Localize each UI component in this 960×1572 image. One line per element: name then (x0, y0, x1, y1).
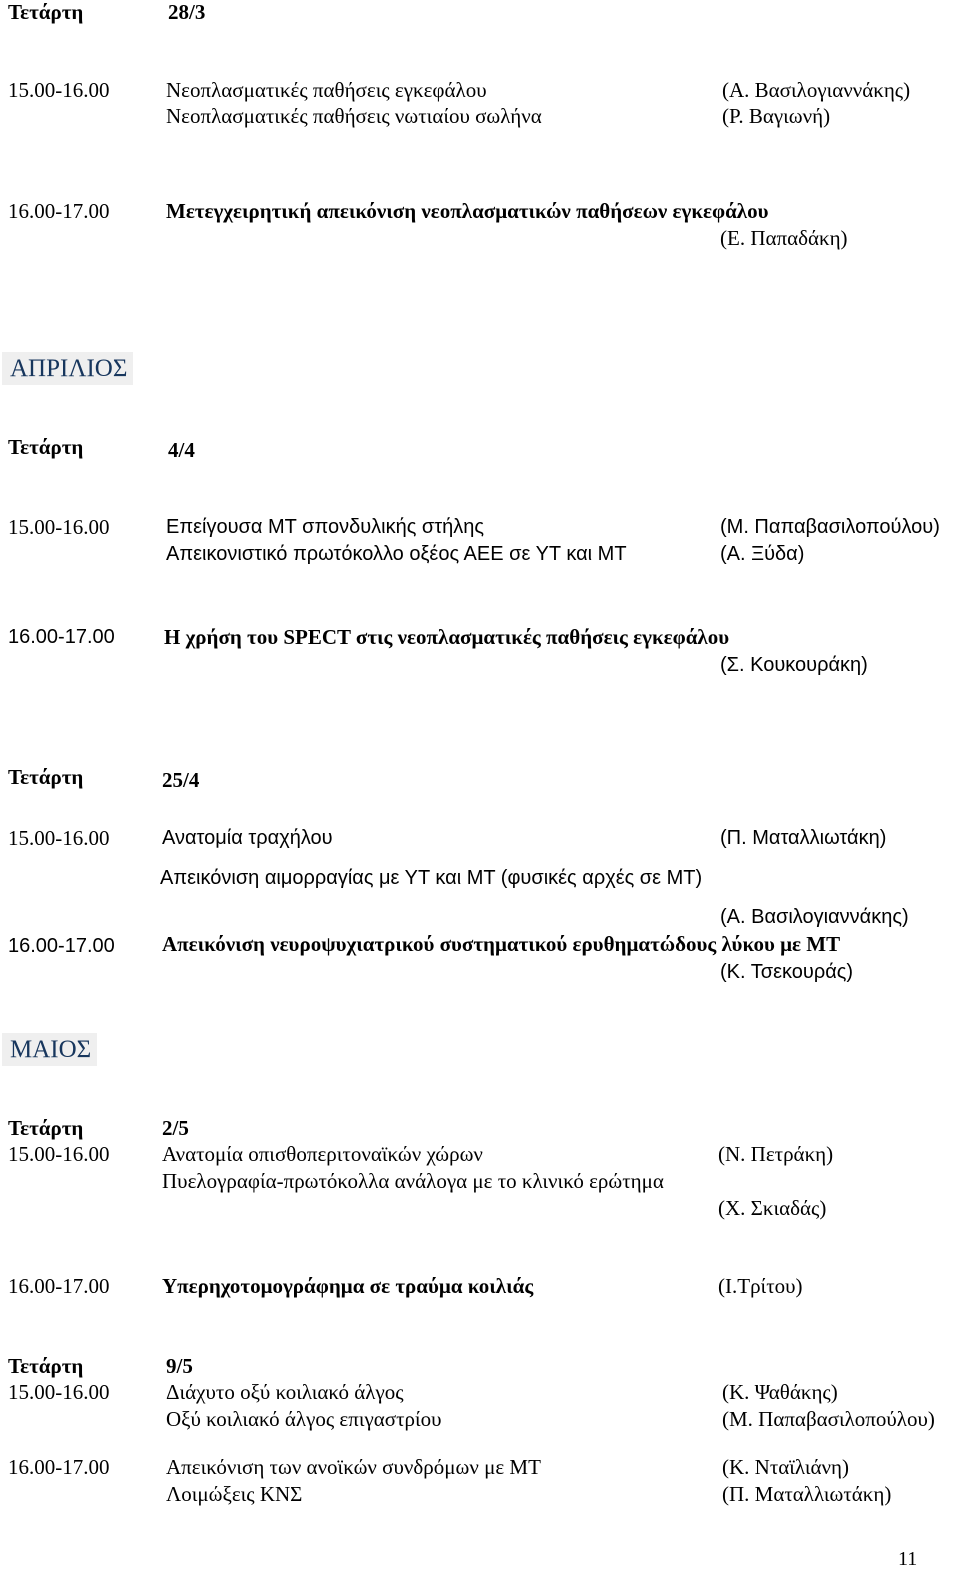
lecture-title: Μετεγχειρητική απεικόνιση νεοπλασματικών παθήσεων εγκεφάλου (166, 199, 769, 223)
month-heading: ΜΑΙΟΣ (2, 1033, 97, 1066)
lecture-title: Ανατομία τραχήλου (162, 827, 333, 849)
lecture-title: Απεικόνιση νευροψυχιατρικού συστηματικού ερυθηματώδους λύκου με ΜΤ (162, 932, 841, 956)
month-heading: ΑΠΡΙΛΙΟΣ (2, 352, 133, 385)
lecture-title: Οξύ κοιλιακό άλγος επιγαστρίου (166, 1407, 442, 1431)
speaker: (Ν. Πετράκη) (718, 1142, 834, 1166)
day-heading-weekday: Τετάρτη (8, 435, 84, 459)
speaker: (Α. Ξύδα) (720, 543, 805, 565)
speaker: (Κ. Τσεκουράς) (720, 961, 854, 983)
day-heading-date: 28/3 (168, 0, 206, 24)
speaker: (Κ. Νταϊλιάνη) (722, 1455, 849, 1479)
day-heading-weekday: Τετάρτη (8, 1354, 84, 1378)
speaker: (Ρ. Βαγιωνή) (722, 104, 831, 128)
day-heading-date: 2/5 (162, 1116, 189, 1140)
lecture-title: Απεικονιστικό πρωτόκολλο οξέος ΑΕΕ σε ΥΤ και ΜΤ (166, 543, 627, 565)
speaker: (Σ. Κουκουράκη) (720, 654, 868, 676)
time-slot: 16.00-17.00 (8, 199, 110, 223)
time-slot: 16.00-17.00 (8, 1455, 110, 1479)
day-heading-weekday: Τετάρτη (8, 765, 84, 789)
lecture-title: Λοιμώξεις ΚΝΣ (166, 1482, 303, 1506)
day-heading-weekday: Τετάρτη (8, 1116, 84, 1140)
lecture-title: Πυελογραφία-πρωτόκολλα ανάλογα με το κλινικό ερώτημα (162, 1169, 664, 1193)
speaker: (Π. Ματαλλιωτάκη) (722, 1482, 892, 1506)
speaker: (Μ. Παπαβασιλοπούλου) (720, 516, 940, 538)
speaker: (Ι.Τρίτου) (718, 1274, 803, 1298)
time-slot: 15.00-16.00 (8, 515, 110, 539)
time-slot: 16.00-17.00 (8, 1274, 110, 1298)
day-heading-date: 9/5 (166, 1354, 193, 1378)
speaker: (Χ. Σκιαδάς) (718, 1196, 827, 1220)
lecture-title: Νεοπλασματικές παθήσεις εγκεφάλου (166, 78, 487, 102)
lecture-title: Ανατομία οπισθοπεριτοναϊκών χώρων (162, 1142, 483, 1166)
speaker: (Κ. Ψαθάκης) (722, 1380, 838, 1404)
time-slot: 15.00-16.00 (8, 826, 110, 850)
lecture-title: Υπερηχοτομογράφημα σε τραύμα κοιλιάς (162, 1274, 534, 1298)
day-heading-date: 25/4 (162, 768, 200, 792)
time-slot: 15.00-16.00 (8, 78, 110, 102)
time-slot: 16.00-17.00 (8, 935, 115, 957)
lecture-title: Νεοπλασματικές παθήσεις νωτιαίου σωλήνα (166, 104, 542, 128)
lecture-title: Επείγουσα ΜΤ σπονδυλικής στήλης (166, 516, 485, 538)
lecture-title: Διάχυτο οξύ κοιλιακό άλγος (166, 1380, 404, 1404)
speaker: (Π. Ματαλλιωτάκη) (720, 827, 887, 849)
time-slot: 15.00-16.00 (8, 1380, 110, 1404)
speaker: (Α. Βασιλογιαννάκης) (722, 78, 911, 102)
speaker: (Ε. Παπαδάκη) (720, 226, 848, 250)
speaker: (Μ. Παπαβασιλοπούλου) (722, 1407, 935, 1431)
day-heading-weekday: Τετάρτη (8, 0, 84, 24)
lecture-title: Απεικόνιση των ανοϊκών συνδρόμων με ΜΤ (166, 1455, 541, 1479)
lecture-title: Η χρήση του SPECT στις νεοπλασματικές παθήσεις εγκεφάλου (164, 625, 730, 649)
page-number: 11 (898, 1548, 918, 1570)
time-slot: 15.00-16.00 (8, 1142, 110, 1166)
lecture-title: Απεικόνιση αιμορραγίας με ΥΤ και ΜΤ (φυσικές αρχές σε ΜΤ) (160, 867, 703, 889)
day-heading-date: 4/4 (168, 438, 195, 462)
time-slot: 16.00-17.00 (8, 626, 115, 648)
speaker: (Α. Βασιλογιαννάκης) (720, 906, 909, 928)
